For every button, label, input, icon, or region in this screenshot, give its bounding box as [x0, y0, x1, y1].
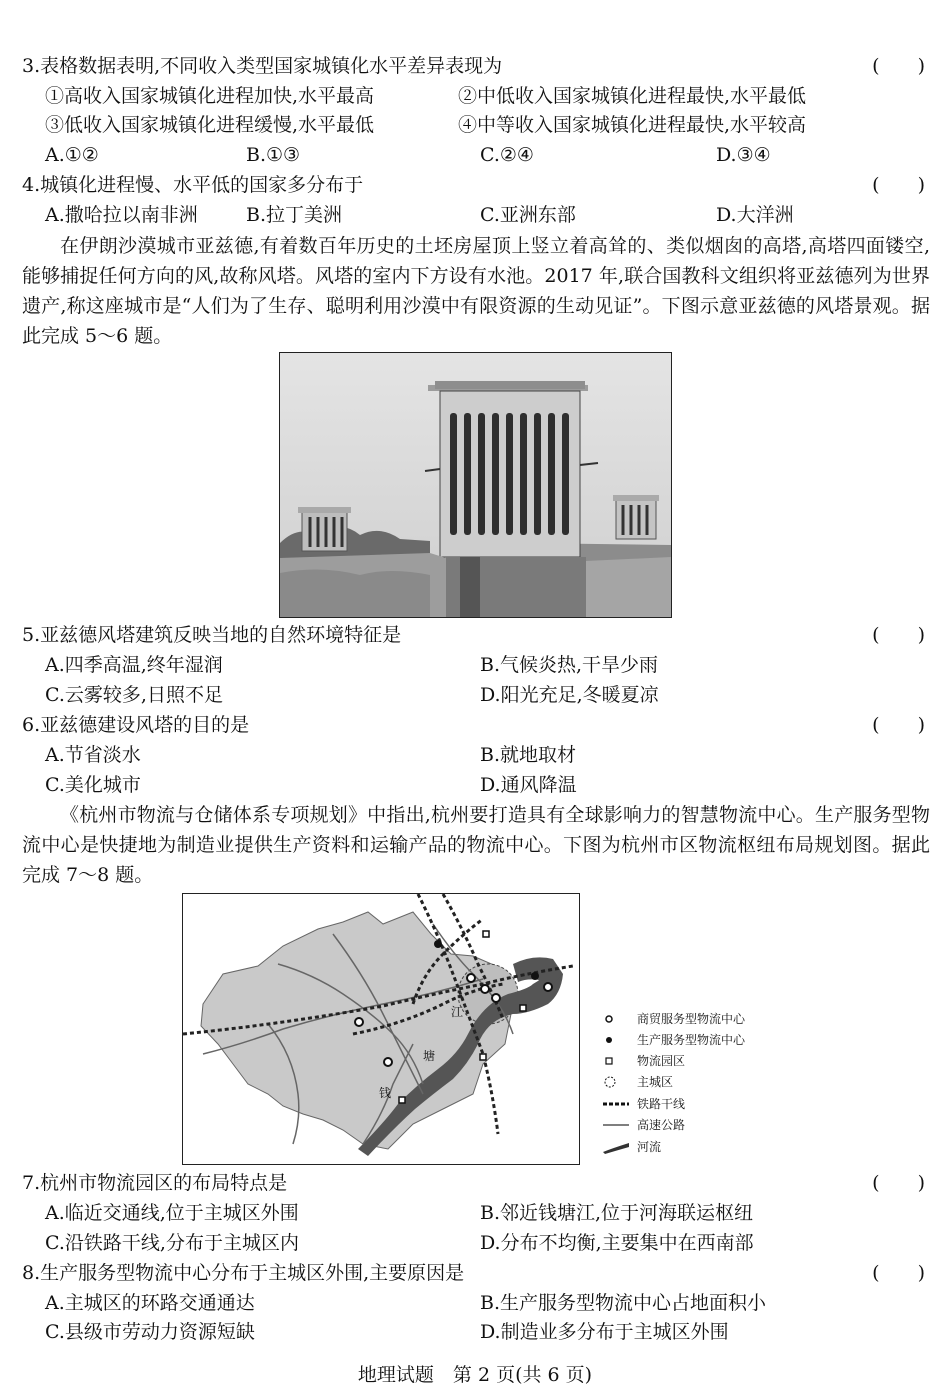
q6-option-b: B.就地取材: [480, 744, 577, 766]
q4-answer-bracket: ( ): [872, 174, 925, 196]
q3-statement-1: ①高收入国家城镇化进程加快,水平最高: [45, 85, 375, 107]
q7-answer-bracket: ( ): [872, 1172, 925, 1194]
q5-option-b: B.气候炎热,干旱少雨: [480, 654, 659, 676]
open-circle-icon: [603, 1012, 629, 1026]
q7-option-c: C.沿铁路干线,分布于主城区内: [45, 1232, 299, 1254]
q5-option-c: C.云雾较多,日照不足: [45, 684, 223, 706]
q3-statement-2: ②中低收入国家城镇化进程最快,水平最低: [458, 85, 807, 107]
legend-rail-label: 铁路干线: [637, 1097, 686, 1111]
q7-stem: 7.杭州市物流园区的布局特点是: [22, 1172, 288, 1194]
q5-answer-bracket: ( ): [872, 624, 925, 646]
q4-option-d: D.大洋洲: [716, 204, 794, 226]
passage-yazd-text: 在伊朗沙漠城市亚兹德,有着数百年历史的土坯房屋顶上竖立着高耸的、类似烟囱的高塔,高塔四面镂空,能够捕捉任何方向的风,故称风塔。风塔的室内下方设有水池。2017 年,联合国教科文组织将亚兹德列为世界遗产,称这座城市是“人们为了生存、聪明利用沙漠中有限资源的生动见证”。下图示意亚兹德的风塔景观。据此完成 5～6 题。: [22, 235, 930, 347]
legend-park-label: 物流园区: [637, 1054, 686, 1068]
q6-stem: 6.亚兹德建设风塔的目的是: [22, 714, 250, 736]
river-label-tang: 塘: [423, 1049, 436, 1063]
q4-option-a: A.撒哈拉以南非洲: [45, 204, 198, 226]
q5-option-a: A.四季高温,终年湿润: [45, 654, 223, 676]
legend-main-city: [603, 1073, 673, 1091]
filled-circle-icon: [603, 1033, 629, 1047]
q3-option-d: D.③④: [716, 144, 771, 166]
q7-option-d: D.分布不均衡,主要集中在西南部: [480, 1232, 754, 1254]
square-icon: [603, 1054, 629, 1068]
legend-highway-label: 高速公路: [637, 1118, 686, 1132]
q8-option-a: A.主城区的环路交通通达: [45, 1292, 255, 1314]
q7-option-b: B.邻近钱塘江,位于河海联运枢纽: [480, 1202, 754, 1224]
q3-option-a: A.①②: [45, 144, 99, 166]
q3-option-c: C.②④: [480, 144, 534, 166]
q5-option-d: D.阳光充足,冬暖夏凉: [480, 684, 659, 706]
q3-statement-4: ④中等收入国家城镇化进程最快,水平较高: [458, 114, 807, 136]
q3-stem: 3.表格数据表明,不同收入类型国家城镇化水平差异表现为: [22, 55, 503, 77]
q8-option-d: D.制造业多分布于主城区外围: [480, 1321, 729, 1343]
passage-yazd: [22, 231, 930, 351]
river-label-qian: 钱: [379, 1086, 392, 1100]
windcatcher-illustration: [280, 353, 671, 617]
passage-hangzhou-text: 《杭州市物流与仓储体系专项规划》中指出,杭州要打造具有全球影响力的智慧物流中心。生产服务型物流中心是快捷地为制造业提供生产资料和运输产品的物流中心。下图为杭州市区物流枢纽布局规划图。据此完成 7～8 题。: [22, 804, 930, 886]
q8-option-c: C.县级市劳动力资源短缺: [45, 1321, 255, 1343]
legend-rail: [603, 1095, 685, 1113]
river-label-jiang: 江: [451, 1005, 464, 1019]
map-illustration: [183, 894, 579, 1164]
legend-trade: [603, 1010, 745, 1028]
legend-trade-label: 商贸服务型物流中心: [637, 1012, 746, 1026]
q6-option-a: A.节省淡水: [45, 744, 141, 766]
q4-stem: 4.城镇化进程慢、水平低的国家多分布于: [22, 174, 364, 196]
q5-stem: 5.亚兹德风塔建筑反映当地的自然环境特征是: [22, 624, 402, 646]
q3-statement-3: ③低收入国家城镇化进程缓慢,水平最低: [45, 114, 375, 136]
legend-highway: [603, 1116, 685, 1134]
q4-option-c: C.亚洲东部: [480, 204, 576, 226]
hangzhou-logistics-map: [182, 893, 580, 1165]
river-icon: [603, 1140, 629, 1154]
q3-option-b: B.①③: [246, 144, 301, 166]
windcatcher-photo: [279, 352, 672, 618]
legend-production: [603, 1031, 745, 1049]
legend-river: [603, 1138, 661, 1156]
q6-option-c: C.美化城市: [45, 774, 141, 796]
q4-option-b: B.拉丁美洲: [246, 204, 343, 226]
q8-option-b: B.生产服务型物流中心占地面积小: [480, 1292, 767, 1314]
legend-park: [603, 1052, 685, 1070]
q8-stem: 8.生产服务型物流中心分布于主城区外围,主要原因是: [22, 1262, 465, 1284]
q7-option-a: A.临近交通线,位于主城区外围: [45, 1202, 299, 1224]
q6-answer-bracket: ( ): [872, 714, 925, 736]
q3-answer-bracket: ( ): [872, 55, 925, 77]
dashed-circle-icon: [603, 1075, 629, 1089]
railway-line-icon: [603, 1097, 629, 1111]
q8-answer-bracket: ( ): [872, 1262, 925, 1284]
q6-option-d: D.通风降温: [480, 774, 577, 796]
legend-production-label: 生产服务型物流中心: [637, 1033, 746, 1047]
page-footer: 地理试题 第 2 页(共 6 页): [357, 1364, 593, 1386]
legend-river-label: 河流: [637, 1140, 662, 1154]
legend-main-city-label: 主城区: [637, 1075, 674, 1089]
highway-line-icon: [603, 1118, 629, 1132]
passage-hangzhou: [22, 800, 930, 890]
